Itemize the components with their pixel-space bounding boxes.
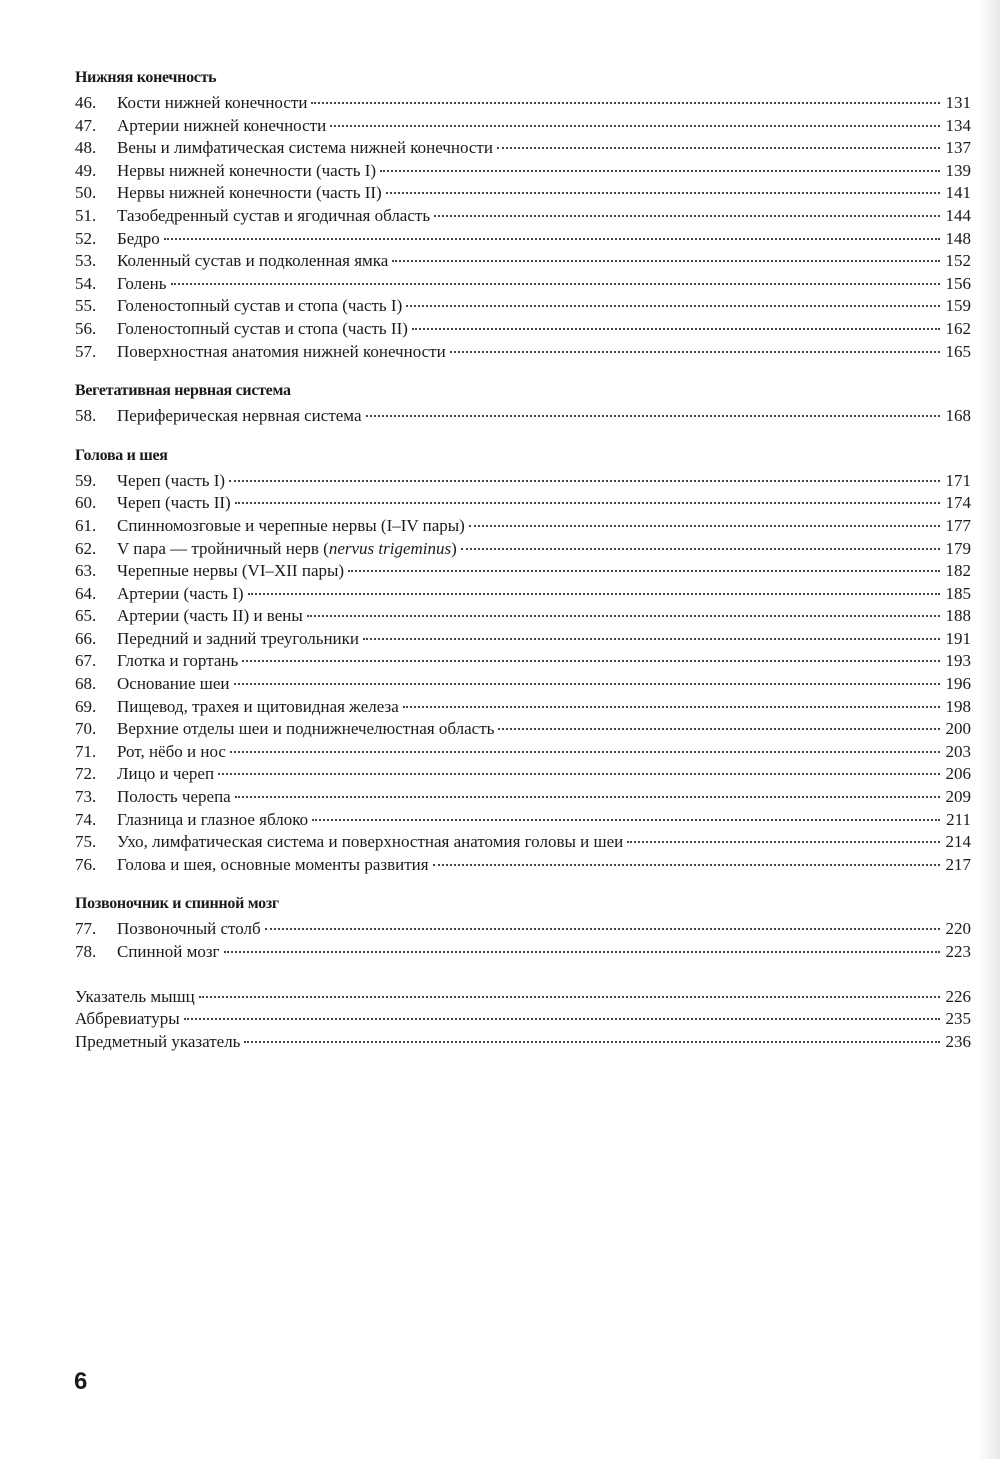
appendix-page: 235 (945, 1009, 971, 1029)
entry-page: 139 (945, 160, 971, 180)
entry-title (117, 941, 220, 964)
entry-title (117, 673, 230, 696)
toc-entry[interactable] (75, 628, 971, 651)
entry-page: 209 (945, 787, 971, 807)
entry-page: 152 (945, 251, 971, 271)
appendix-entry[interactable] (75, 1008, 971, 1031)
dot-leader (434, 215, 939, 217)
appendix-title: Аббревиатуры (75, 1009, 180, 1029)
entry-number: 63. (75, 561, 97, 581)
entry-title-text: Череп (часть I) (117, 470, 226, 490)
entry-title-text: Основание шеи (117, 674, 230, 694)
dot-leader (224, 951, 940, 953)
entry-title (117, 160, 376, 183)
entry-title-text: Верхние отделы шеи и поднижнечелюстная область (117, 719, 495, 739)
toc-entry[interactable] (75, 831, 971, 854)
toc-entry[interactable] (75, 405, 971, 428)
dot-leader (242, 660, 939, 662)
dot-leader (235, 796, 940, 798)
dot-leader (307, 615, 940, 617)
toc-entry[interactable] (75, 763, 971, 786)
entry-title (117, 182, 382, 205)
entry-title (117, 137, 493, 160)
entry-page: 193 (945, 651, 971, 671)
entry-title-text: Бедро (117, 228, 160, 248)
toc-section (75, 66, 971, 363)
toc-entry[interactable] (75, 854, 971, 877)
entry-title (117, 538, 457, 561)
entry-number: 69. (75, 696, 97, 716)
appendix-page: 226 (945, 986, 971, 1006)
entry-page: 156 (945, 273, 971, 293)
entry-title (117, 205, 430, 228)
entry-page: 220 (945, 919, 971, 939)
appendix-title: Указатель мышц (75, 986, 195, 1006)
entry-title-text: Передний и задний треугольники (117, 628, 360, 648)
entry-page: 182 (945, 561, 971, 581)
entry-title-text: Голеностопный сустав и стопа (часть I) (117, 296, 403, 316)
entry-title-text: Голова и шея, основные моменты развития (117, 854, 429, 874)
dot-leader (164, 238, 940, 240)
toc-entry[interactable] (75, 560, 971, 583)
entry-title (117, 115, 326, 138)
toc-entry[interactable] (75, 741, 971, 764)
entry-number: 56. (75, 318, 97, 338)
entry-number: 46. (75, 93, 97, 112)
toc-entry[interactable] (75, 605, 971, 628)
entry-title-text: Артерии нижней конечности (117, 115, 327, 135)
toc-entry[interactable] (75, 941, 971, 964)
entry-title (117, 250, 388, 273)
entry-title (117, 718, 494, 741)
entry-title-text: Спинной мозг (117, 942, 220, 961)
dot-leader (218, 773, 939, 775)
toc-entry[interactable] (75, 115, 971, 138)
entry-title-text: Лицо и череп (117, 764, 215, 784)
entry-title-text: Спинномозговые и черепные нервы (I–IV пары) (117, 515, 465, 535)
page-number: 6 (74, 1368, 88, 1395)
entry-title (117, 763, 214, 786)
entry-number: 62. (75, 538, 97, 558)
dot-leader (433, 864, 940, 866)
entry-number: 49. (75, 160, 97, 180)
toc-entry[interactable] (75, 273, 971, 296)
entry-number: 75. (75, 832, 97, 852)
toc-entry[interactable] (75, 538, 971, 561)
dot-leader (461, 548, 940, 550)
entry-title (117, 918, 261, 941)
entry-page: 211 (946, 809, 971, 829)
entry-title-text: Позвоночный столб (117, 919, 261, 939)
dot-leader (234, 683, 940, 685)
dot-leader (363, 638, 939, 640)
entry-number: 57. (75, 341, 97, 361)
entry-page: 214 (945, 832, 971, 852)
entry-title-text: Ухо, лимфатическая система и поверхностная анатомия головы и шеи (117, 832, 624, 852)
entry-title (117, 492, 231, 515)
dot-leader (265, 928, 940, 930)
dot-leader (235, 502, 940, 504)
entry-number: 51. (75, 205, 97, 225)
entry-number: 72. (75, 764, 97, 784)
entry-title (117, 854, 429, 877)
entry-page: 223 (945, 942, 971, 961)
entry-number: 74. (75, 809, 97, 829)
entry-page: 198 (945, 696, 971, 716)
toc-entry[interactable] (75, 182, 971, 205)
entry-page: 168 (945, 406, 971, 426)
appendix-entry[interactable] (75, 1031, 971, 1054)
entry-page: 141 (945, 183, 971, 203)
toc-entry[interactable] (75, 809, 971, 832)
entry-page: 191 (945, 628, 971, 648)
toc-entry[interactable] (75, 673, 971, 696)
toc-entry[interactable] (75, 650, 971, 673)
entry-page: 185 (945, 583, 971, 603)
appendix-title: Предметный указатель (75, 1031, 241, 1051)
dot-leader (469, 525, 940, 527)
appendix-page: 236 (945, 1031, 971, 1051)
entry-number: 50. (75, 183, 97, 203)
entry-page: 196 (945, 674, 971, 694)
dot-leader (199, 996, 940, 998)
entry-page: 206 (945, 764, 971, 784)
entry-title-text: V пара — тройничный нерв ( (117, 538, 329, 558)
entry-number: 73. (75, 787, 97, 807)
entry-title-text: Голеностопный сустав и стопа (часть II) (117, 318, 408, 338)
entry-page: 162 (945, 318, 971, 338)
entry-title-text: Коленный сустав и подколенная ямка (117, 251, 389, 271)
dot-leader (498, 728, 939, 730)
appendix-entry[interactable] (75, 986, 971, 1009)
entry-number: 71. (75, 741, 97, 761)
dot-leader (244, 1041, 939, 1043)
entry-page: 159 (945, 296, 971, 316)
section-title: Голова и шея (75, 446, 168, 464)
entry-title (117, 605, 303, 628)
entry-title (117, 696, 399, 719)
entry-title-text: Кости нижней конечности (117, 93, 308, 112)
entry-number: 68. (75, 674, 97, 694)
toc-section (75, 892, 971, 963)
dot-leader (229, 480, 939, 482)
dot-leader (386, 192, 940, 194)
toc-entry[interactable] (75, 160, 971, 183)
dot-leader (627, 841, 939, 843)
toc-entry[interactable] (75, 470, 971, 493)
entry-page: 148 (945, 228, 971, 248)
entry-number: 61. (75, 515, 97, 535)
toc-section (75, 444, 971, 877)
entry-title (117, 741, 226, 764)
entry-page: 131 (945, 93, 971, 112)
toc-section (75, 379, 971, 428)
entry-number: 55. (75, 296, 97, 316)
entry-page: 144 (945, 205, 971, 225)
dot-leader (171, 283, 940, 285)
entry-title-text: Череп (часть II) (117, 493, 231, 513)
entry-title (117, 273, 167, 296)
entry-title-text: Рот, нёбо и нос (117, 741, 226, 761)
dot-leader (497, 147, 940, 149)
entry-title-text: Периферическая нервная система (117, 406, 362, 426)
entry-title-text: Поверхностная анатомия нижней конечности (117, 341, 446, 361)
entry-title-text: Голень (117, 273, 167, 293)
page-edge-shadow (978, 0, 1000, 1459)
entry-title-text: Глотка и гортань (117, 651, 239, 671)
dot-leader (330, 125, 939, 127)
entry-number: 52. (75, 228, 97, 248)
entry-number: 48. (75, 138, 97, 158)
toc-entry[interactable] (75, 492, 971, 515)
section-title: Нижняя конечность (75, 69, 217, 86)
table-of-contents (75, 66, 971, 1069)
entry-page: 217 (945, 854, 971, 874)
entry-number: 58. (75, 406, 97, 426)
entry-title-text: Тазобедренный сустав и ягодичная область (117, 205, 431, 225)
toc-entry[interactable] (75, 295, 971, 318)
entry-title-text: Вены и лимфатическая система нижней конечности (117, 138, 493, 158)
entry-page: 179 (945, 538, 971, 558)
entry-page: 171 (945, 470, 971, 490)
entry-title (117, 515, 465, 538)
dot-leader (450, 351, 940, 353)
entry-page: 134 (945, 115, 971, 135)
entry-title (117, 831, 623, 854)
entry-title (117, 228, 160, 251)
entry-title-text: Пищевод, трахея и щитовидная железа (117, 696, 399, 716)
entry-page: 137 (945, 138, 971, 158)
entry-title-text: Нервы нижней конечности (часть I) (117, 160, 377, 180)
dot-leader (406, 305, 939, 307)
entry-title (117, 295, 402, 318)
entry-number: 59. (75, 470, 97, 490)
toc-entry[interactable] (75, 318, 971, 341)
entry-number: 53. (75, 251, 97, 271)
section-title: Позвоночник и спинной мозг (75, 895, 279, 913)
entry-number: 60. (75, 493, 97, 513)
dot-leader (392, 260, 939, 262)
entry-page: 203 (945, 741, 971, 761)
entry-number: 78. (75, 942, 97, 961)
dot-leader (403, 706, 940, 708)
entry-title (117, 650, 238, 673)
entry-title-text: Артерии (часть II) и вены (117, 606, 303, 626)
toc-entry[interactable] (75, 205, 971, 228)
entry-page: 177 (945, 515, 971, 535)
entry-title (117, 628, 359, 651)
entry-title (117, 92, 307, 115)
entry-number: 54. (75, 273, 97, 293)
toc-entry[interactable] (75, 250, 971, 273)
entry-page: 200 (945, 719, 971, 739)
entry-title-suffix: ) (451, 538, 457, 558)
entry-title (117, 470, 225, 493)
toc-entry[interactable] (75, 786, 971, 809)
dot-leader (412, 328, 940, 330)
entry-title (117, 341, 446, 364)
entry-title (117, 560, 344, 583)
entry-title-text: Черепные нервы (VI–XII пары) (117, 561, 345, 581)
dot-leader (248, 593, 940, 595)
toc-entry[interactable] (75, 696, 971, 719)
entry-title (117, 786, 231, 809)
dot-leader (311, 102, 939, 104)
entry-number: 77. (75, 919, 97, 939)
entry-number: 65. (75, 606, 97, 626)
entry-title (117, 583, 244, 606)
toc-entry[interactable] (75, 92, 971, 115)
entry-number: 47. (75, 115, 97, 135)
entry-title (117, 318, 408, 341)
toc-entry[interactable] (75, 137, 971, 160)
entry-number: 70. (75, 719, 97, 739)
toc-entry[interactable] (75, 341, 971, 364)
section-title: Вегетативная нервная система (75, 382, 291, 400)
dot-leader (230, 751, 940, 753)
toc-entry[interactable] (75, 515, 971, 538)
entry-page: 188 (945, 606, 971, 626)
entry-title-italic: nervus trigeminus (328, 538, 452, 558)
entry-page: 165 (945, 341, 971, 361)
dot-leader (348, 570, 939, 572)
dot-leader (366, 415, 940, 417)
appendix-section (75, 986, 971, 1054)
entry-number: 76. (75, 854, 97, 874)
entry-title-text: Полость черепа (117, 787, 231, 807)
dot-leader (380, 170, 939, 172)
entry-title-text: Нервы нижней конечности (часть II) (117, 183, 382, 203)
entry-number: 66. (75, 628, 97, 648)
entry-title (117, 405, 362, 428)
entry-number: 64. (75, 583, 97, 603)
entry-title-text: Артерии (часть I) (117, 583, 244, 603)
toc-entry[interactable] (75, 583, 971, 606)
toc-entry[interactable] (75, 228, 971, 251)
toc-entry[interactable] (75, 918, 971, 941)
entry-number: 67. (75, 651, 97, 671)
entry-page: 174 (945, 493, 971, 513)
entry-title (117, 809, 308, 832)
dot-leader (312, 819, 940, 821)
entry-title-text: Глазница и глазное яблоко (117, 809, 309, 829)
dot-leader (184, 1018, 940, 1020)
toc-entry[interactable] (75, 718, 971, 741)
